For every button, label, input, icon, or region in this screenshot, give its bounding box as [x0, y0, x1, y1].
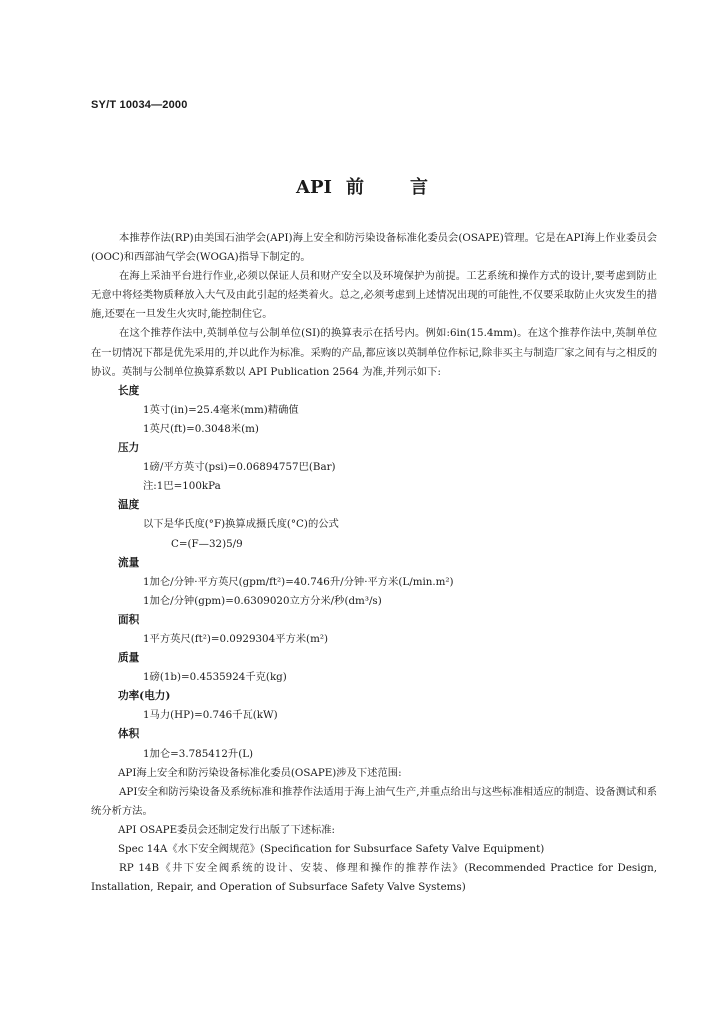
- page-title: [0, 173, 724, 199]
- scope-paragraph: API安全和防污染设备及系统标准和推荐作法适用于海上油气生产,并重点给出与这些标准相适应的制造、设备测试和系统分析方法。: [91, 785, 657, 817]
- title-yan: 言: [409, 177, 428, 198]
- unit-conversion-line: 1英尺(ft)=0.3048米(m): [143, 422, 259, 435]
- standard-item: Spec 14A《水下安全阀规范》(Specification for Subsurface Safety Valve Equipment): [118, 843, 545, 855]
- unit-conversion-line: 1加仑=3.785412升(L): [143, 747, 254, 760]
- unit-conversion-line: 1英寸(in)=25.4毫米(mm)精确值: [143, 403, 299, 416]
- unit-heading-flow: 流量: [118, 556, 140, 569]
- unit-conversion-line: 1平方英尺(ft²)=0.0929304平方米(m²): [143, 632, 328, 645]
- unit-note-line: 注:1巴=100kPa: [143, 480, 221, 493]
- unit-heading-area: 面积: [118, 613, 140, 626]
- unit-heading-length: 长度: [118, 384, 140, 397]
- unit-conversion-line: 1马力(HP)=0.746千瓦(kW): [143, 709, 278, 722]
- unit-conversion-line: 1磅(1b)=0.4535924千克(kg): [143, 671, 287, 684]
- scope-line: API海上安全和防污染设备标准化委员(OSAPE)涉及下述范围:: [118, 766, 402, 779]
- title-api: API: [296, 177, 332, 198]
- unit-heading-mass: 质量: [118, 652, 140, 665]
- temperature-formula: C=(F—32)5/9: [171, 537, 243, 550]
- unit-conversion-line: 1磅/平方英寸(psi)=0.06894757巴(Bar): [143, 461, 336, 474]
- unit-heading-temperature: 温度: [118, 499, 140, 512]
- unit-conversion-line: 1加仑/分钟(gpm)=0.6309020立方分米/秒(dm³/s): [143, 594, 382, 607]
- unit-heading-power: 功率(电力): [118, 690, 171, 703]
- title-qian: 前: [345, 177, 364, 198]
- standard-item: RP 14B《井下安全阀系统的设计、安装、修理和操作的推荐作法》(Recommended Practice for Design, Installation, Repair, and Operation of Subsurface Safety Valve Systems): [91, 862, 657, 894]
- standards-intro-line: API OSAPE委员会还制定发行出版了下述标准:: [118, 823, 336, 836]
- unit-heading-volume: 体积: [118, 728, 140, 741]
- paragraph-intro: 本推荐作法(RP)由美国石油学会(API)海上安全和防污染设备标准化委员会(OSAPE)管理。它是在API海上作业委员会(OOC)和西部油气学会(WOGA)指导下制定的。: [91, 232, 657, 264]
- unit-conversion-line: 1加仑/分钟·平方英尺(gpm/ft²)=40.746升/分钟·平方米(L/min.m²): [143, 575, 454, 588]
- document-body: [91, 229, 657, 897]
- unit-heading-pressure: 压力: [118, 442, 140, 455]
- paragraph-safety: 在海上采油平台进行作业,必须以保证人员和财产安全以及环境保护为前提。工艺系统和操作方式的设计,要考虑到防止无意中将烃类物质释放入大气及由此引起的烃类着火。总之,必须考虑到上述情况出现的可能性,不仅要采取防止火灾发生的措施,还要在一旦发生火灾时,能控制住它。: [91, 270, 657, 321]
- document-code-header: SY/T 10034—2000: [91, 99, 188, 111]
- unit-conversion-line: 以下是华氏度(°F)换算成摄氏度(°C)的公式: [143, 518, 339, 531]
- paragraph-units: 在这个推荐作法中,英制单位与公制单位(SI)的换算表示在括号内。例如:6in(15.4mm)。在这个推荐作法中,英制单位在一切情况下都是优先采用的,并以此作为标准。采购的产品,都应该以英制单位作标记,除非买主与制造厂家之间有与之相反的协议。英制与公制单位换算系数以 API Publication 2564 为准,并列示如下:: [91, 327, 657, 378]
